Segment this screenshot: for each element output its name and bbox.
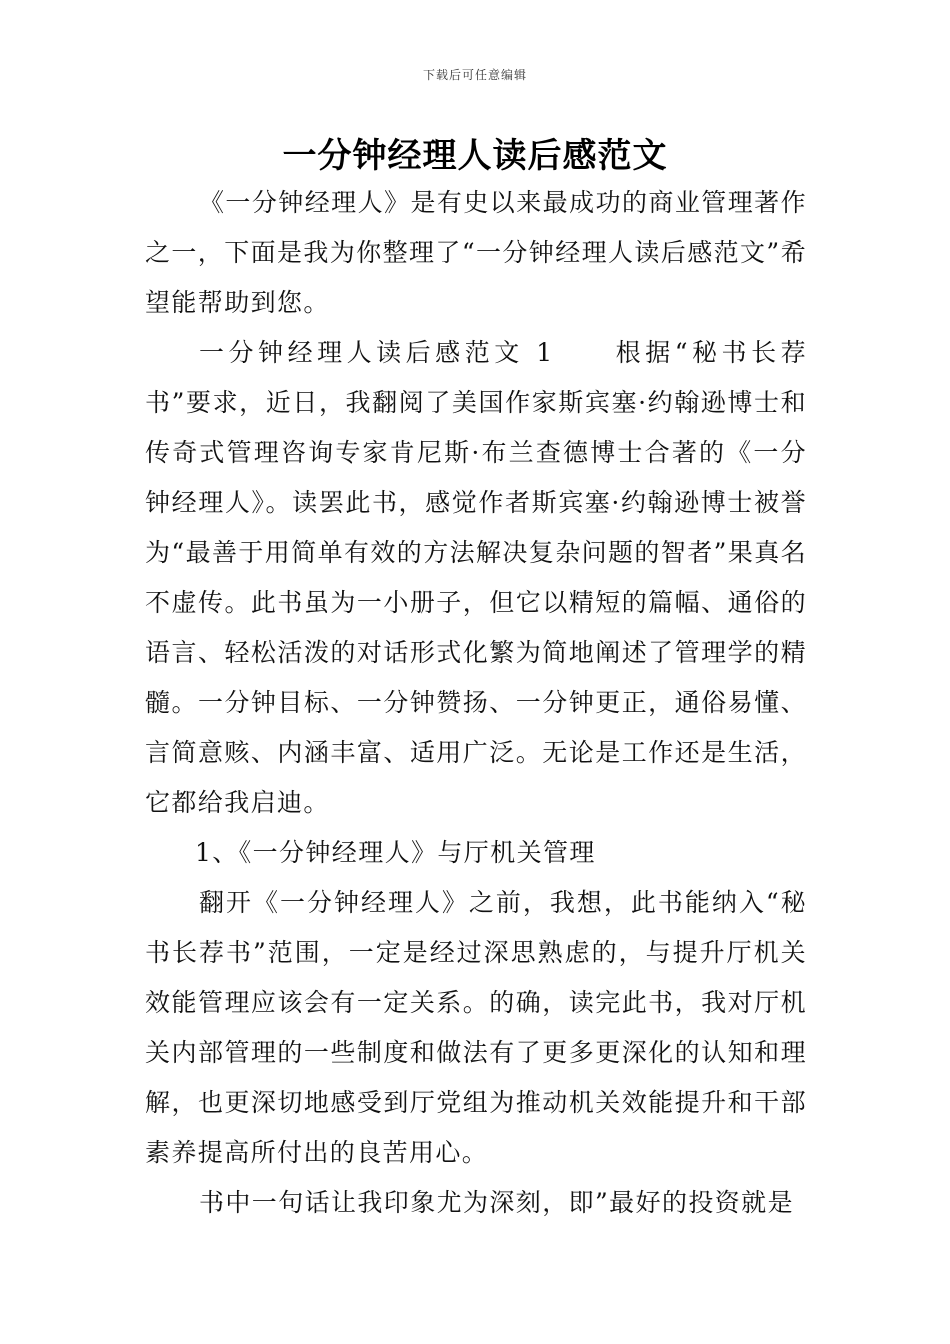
header-note: 下载后可任意编辑 (422, 68, 527, 82)
document-title: 一分钟经理人读后感范文 (282, 136, 668, 176)
closing-paragraph: 书中一句话让我印象尤为深刻，即”最好的投资就是 (199, 1188, 794, 1217)
essay-one-paragraph: 一分钟经理人读后感范文 1 根据“秘书长荐书”要求，近日，我翻阅了美国作家斯宾塞·约翰逊博士和传奇式管理咨询专家肯尼斯·布兰查德博士合著的《一分钟经理人》。读罢此书，感觉作者斯宾塞·约翰逊博士被誉为“最善于用简单有效的方法解决复杂问题的智者”果真名不虚传。此书虽为一小册子，但它以精短的篇幅、通俗的语言、轻松活泼的对话形式化繁为简地阐述了管理学的精髓。一分钟目标、一分钟赞扬、一分钟更正，通俗易懂、言简意赅、内涵丰富、适用广泛。无论是工作还是生活，它都给我启迪。 (145, 338, 807, 817)
section-heading: 1、《一分钟经理人》与厅机关管理 (195, 838, 596, 867)
section-paragraph: 翻开《一分钟经理人》之前，我想，此书能纳入“秘书长荐书”范围，一定是经过深思熟虑的，与提升厅机关效能管理应该会有一定关系。的确，读完此书，我对厅机关内部管理的一些制度和做法有了更多更深化的认知和理解，也更深切地感受到厅党组为推动机关效能提升和干部素养提高所付出的良苦用心。 (145, 888, 807, 1167)
intro-paragraph: 《一分钟经理人》是有史以来最成功的商业管理著作之一，下面是我为你整理了“一分钟经理人读后感范文”希望能帮助到您。 (145, 188, 807, 317)
document-body (145, 178, 807, 1228)
